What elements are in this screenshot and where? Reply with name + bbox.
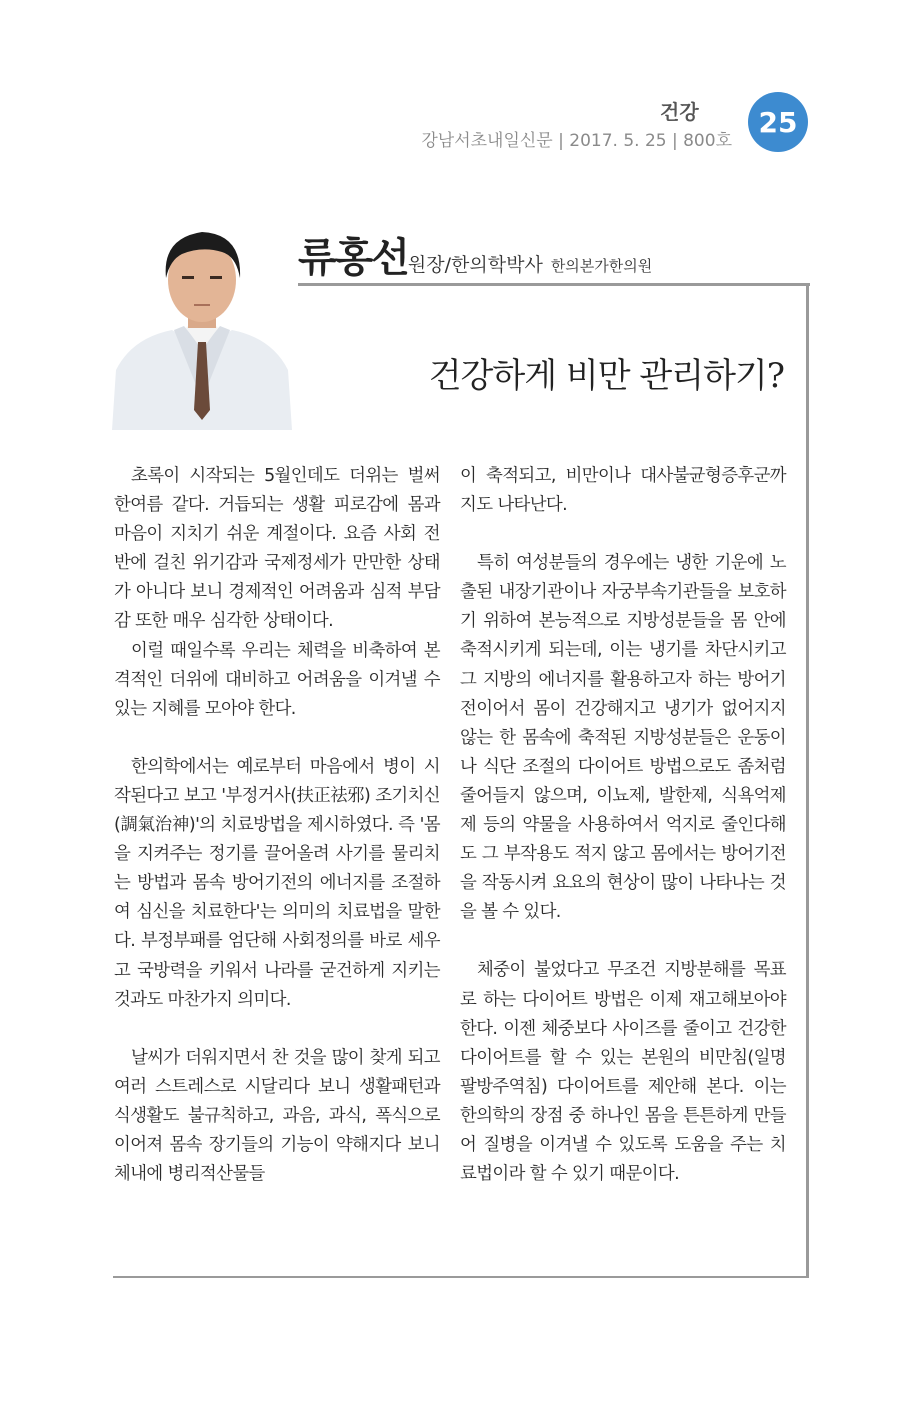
- frame-rule-top: [298, 283, 810, 286]
- paragraph: 체중이 불었다고 무조건 지방분해를 목표로 하는 다이어트 방법은 이제 재고해보아야 한다. 이젠 체중보다 사이즈를 줄이고 건강한 다이어트를 할 수 있는 본원의 비만침(일명 팔방주역침) 다이어트를 제안해 본다. 이는 한의학의 장점 중 하나인 몸을 튼튼하게 만들어 질병을 이겨낼 수 있도록 도움을 주는 치료법이라 할 수 있기 때문이다.: [460, 960, 786, 1185]
- article-headline: 건강하게 비만 관리하기?: [428, 356, 784, 396]
- article-column-left: [114, 462, 440, 1189]
- author-clinic: 한의본가한의원: [550, 257, 653, 275]
- frame-rule-bottom: [113, 1276, 809, 1278]
- paragraph: 특히 여성분들의 경우에는 냉한 기운에 노출된 내장기관이나 자궁부속기관들을 보호하기 위하여 본능적으로 지방성분들을 몸 안에 축적시키게 되는데, 이는 냉기를 차단시키고 그 지방의 에너지를 활용하고자 하는 방어기전이어서 몸이 건강해지고 냉기가 없어지지 않는 한 몸속에 축적된 지방성분들은 운동이나 식단 조절의 다이어트 방법으로도 좀처럼 줄어들지 않으며, 이뇨제, 발한제, 식욕억제제 등의 약물을 사용하여서 억지로 줄인다해도 그 부작용도 적지 않고 몸에서는 방어기전을 작동시켜 요요의 현상이 많이 나타나는 것을 볼 수 있다.: [460, 553, 786, 923]
- author-name: 류홍선: [298, 235, 408, 281]
- paragraph: 이 축적되고, 비만이나 대사불균형증후군까지도 나타난다.: [460, 466, 786, 516]
- paragraph: 이럴 때일수록 우리는 체력을 비축하여 본격적인 더위에 대비하고 어려움을 이겨낼 수 있는 지혜를 모아야 한다.: [114, 640, 440, 719]
- paragraph: 한의학에서는 예로부터 마음에서 병이 시작된다고 보고 '부정거사(扶正祛邪) 조기치신(調氣治神)'의 치료방법을 제시하였다. 즉 '몸을 지켜주는 정기를 끌어올려 사기를 물리치는 방법과 몸속 방어기전의 에너지를 조절하여 심신을 치료한다'는 의미의 치료법을 말한다. 부정부패를 엄단해 사회정의를 바로 세우고 국방력을 키워서 나라를 굳건하게 지키는 것과도 마찬가지 의미다.: [114, 756, 440, 1010]
- section-label: 건강: [660, 100, 699, 124]
- paragraph: 초록이 시작되는 5월인데도 더위는 벌써 한여름 같다. 거듭되는 생활 피로감에 몸과 마음이 지치기 쉬운 계절이다. 요즘 사회 전반에 걸친 위기감과 국제정세가 만만한 상태가 아니다 보니 경제적인 어려움과 심적 부담감 또한 매우 심각한 상태이다.: [114, 466, 440, 632]
- frame-rule-right: [806, 283, 809, 1278]
- article-column-right: [460, 462, 786, 1189]
- paragraph: 날씨가 더워지면서 찬 것을 많이 찾게 되고 여러 스트레스로 시달리다 보니 생활패턴과 식생활도 불규칙하고, 과음, 과식, 폭식으로 이어져 몸속 장기들의 기능이 약해지다 보니 체내에 병리적산물들: [114, 1047, 440, 1185]
- publication-info: 강남서초내일신문 | 2017. 5. 25 | 800호: [421, 131, 732, 151]
- author-portrait: [112, 220, 292, 430]
- page-number-badge: 25: [748, 92, 808, 152]
- author-title: 원장/한의학박사: [407, 254, 543, 276]
- author-byline: [298, 226, 652, 283]
